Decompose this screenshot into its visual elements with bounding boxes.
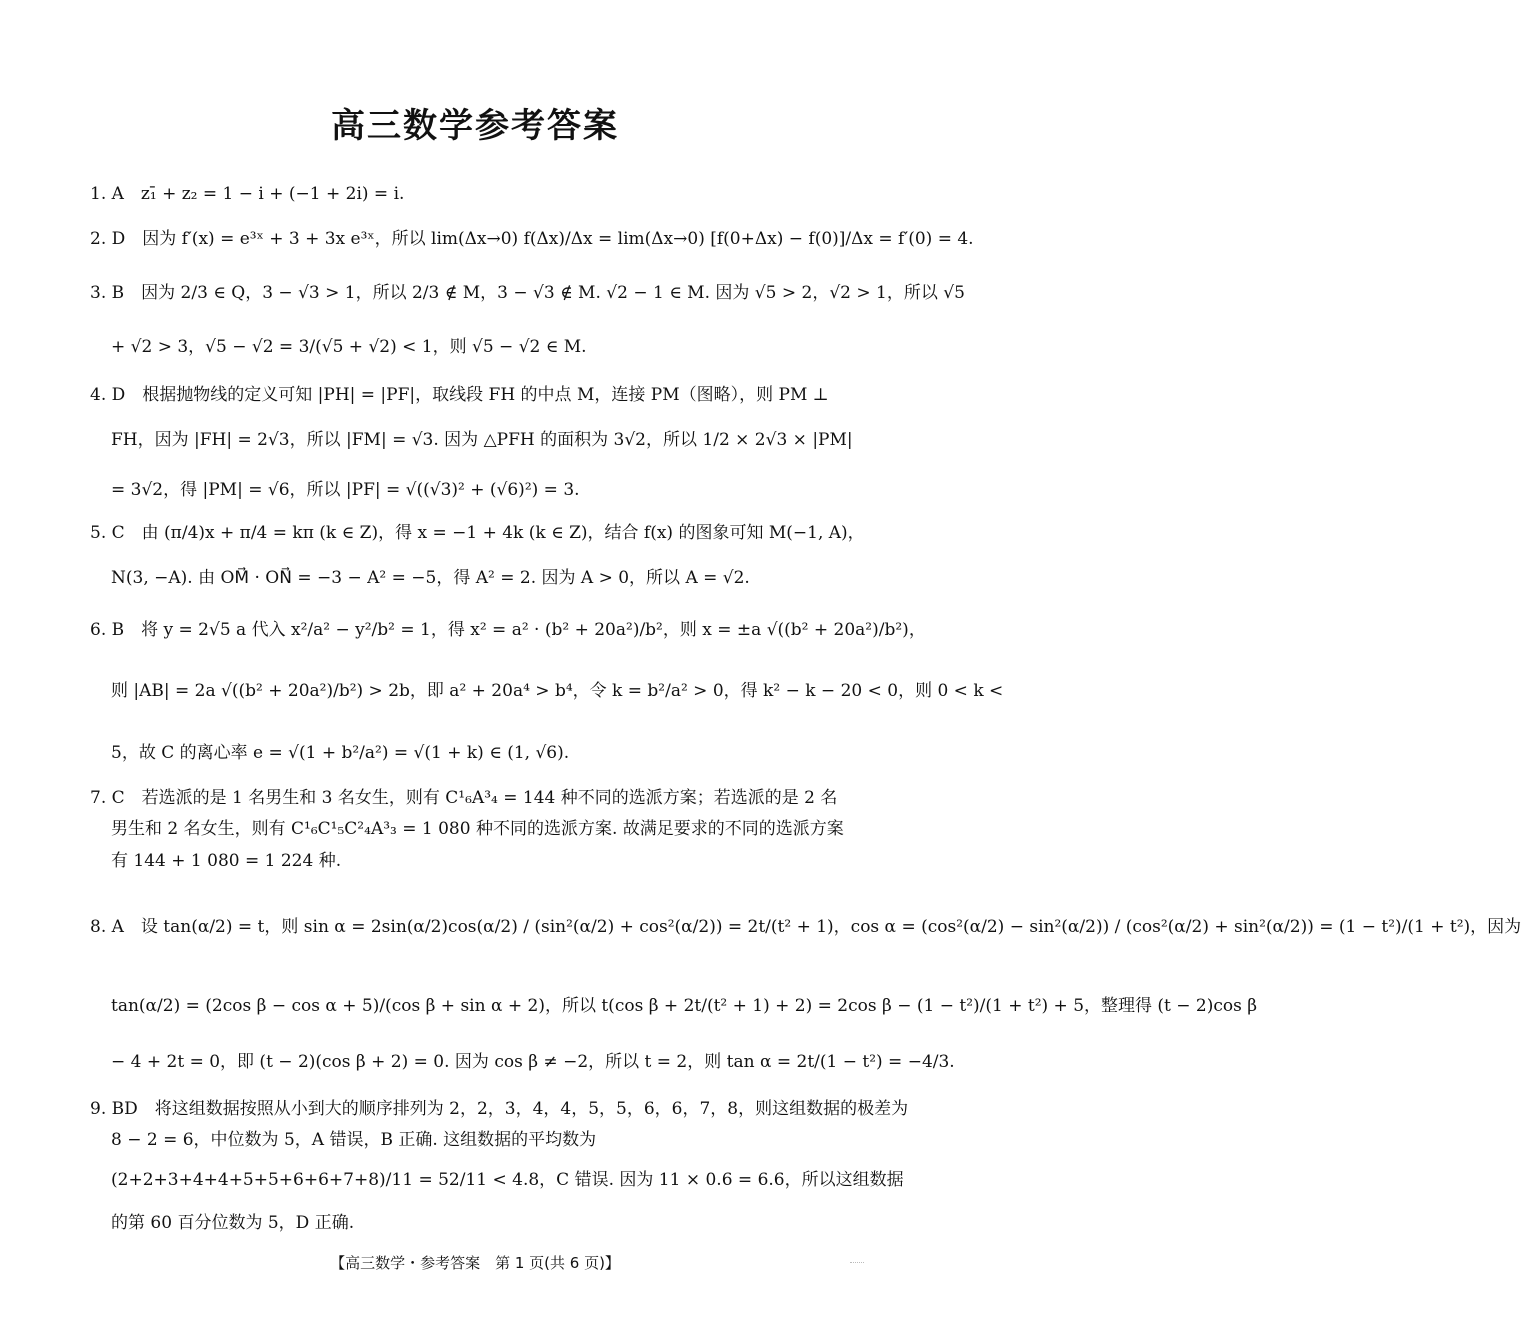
answer-5-cont: N(3, −A). 由 OM⃗ · ON⃗ = −3 − A² = −5，得 A² = 2. 因为 A > 0，所以 A = √2. xyxy=(111,568,750,588)
answer-7-cont-1: 男生和 2 名女生，则有 C¹₆C¹₅C²₄A³₃ = 1 080 种不同的选派方案. 故满足要求的不同的选派方案 xyxy=(111,819,844,839)
answer-9: 9. BD 将这组数据按照从小到大的顺序排列为 2，2，3，4，4，5，5，6，6，7，8，则这组数据的极差为 xyxy=(90,1099,909,1119)
answer-3: 3. B 因为 2/3 ∈ Q，3 − √3 > 1，所以 2/3 ∉ M，3 − √3 ∉ M. √2 − 1 ∈ M. 因为 √5 > 2，√2 > 1，所以 √5 xyxy=(90,283,965,303)
answer-7: 7. C 若选派的是 1 名男生和 3 名女生，则有 C¹₆A³₄ = 144 种不同的选派方案；若选派的是 2 名 xyxy=(90,788,838,808)
answer-8-cont-1: tan(α/2) = (2cos β − cos α + 5)/(cos β + sin α + 2)，所以 t(cos β + 2t/(t² + 1) + 2) = 2cos β − (1 − t²)/(1 + t²) + 5，整理得 (t − 2)cos β xyxy=(111,996,1258,1016)
corner-dots xyxy=(850,1262,864,1267)
answer-4-cont-2: = 3√2，得 |PM| = √6，所以 |PF| = √((√3)² + (√6)²) = 3. xyxy=(111,480,580,500)
answer-8: 8. A 设 tan(α/2) = t，则 sin α = 2sin(α/2)cos(α/2) / (sin²(α/2) + cos²(α/2)) = 2t/(t² + 1)，cos α = (cos²(α/2) − sin²(α/2)) / (cos²(α/2) + sin²(α/2)) = (1 − t²)/(1 + t²)，因为 xyxy=(90,917,1521,937)
answer-6-cont-2: 5，故 C 的离心率 e = √(1 + b²/a²) = √(1 + k) ∈ (1, √6). xyxy=(111,743,570,763)
page-footer: 【高三数学・参考答案 第 1 页(共 6 页)】 xyxy=(330,1254,620,1272)
answer-4-cont-1: FH，因为 |FH| = 2√3，所以 |FM| = √3. 因为 △PFH 的面积为 3√2，所以 1/2 × 2√3 × |PM| xyxy=(111,430,853,450)
answer-9-cont-3: 的第 60 百分位数为 5，D 正确. xyxy=(111,1213,355,1233)
page-title: 高三数学参考答案 xyxy=(331,106,619,146)
answer-4: 4. D 根据抛物线的定义可知 |PH| = |PF|，取线段 FH 的中点 M，连接 PM（图略），则 PM ⊥ xyxy=(90,385,829,405)
answer-8-cont-2: − 4 + 2t = 0，即 (t − 2)(cos β + 2) = 0. 因为 cos β ≠ −2，所以 t = 2，则 tan α = 2t/(1 − t²) = −4/3. xyxy=(111,1052,955,1072)
answer-6: 6. B 将 y = 2√5 a 代入 x²/a² − y²/b² = 1，得 x² = a² · (b² + 20a²)/b²，则 x = ±a √((b² + 20a²)/b²)， xyxy=(90,620,926,640)
answer-9-cont-1: 8 − 2 = 6，中位数为 5，A 错误，B 正确. 这组数据的平均数为 xyxy=(111,1130,597,1150)
answer-1: 1. A z₁̄ + z₂ = 1 − i + (−1 + 2i) = i. xyxy=(90,184,405,204)
answer-5: 5. C 由 (π/4)x + π/4 = kπ (k ∈ Z)，得 x = −1 + 4k (k ∈ Z)，结合 f(x) 的图象可知 M(−1, A)， xyxy=(90,523,865,543)
answer-9-cont-2: (2+2+3+4+4+5+5+6+6+7+8)/11 = 52/11 < 4.8，C 错误. 因为 11 × 0.6 = 6.6，所以这组数据 xyxy=(111,1170,904,1190)
answer-7-cont-2: 有 144 + 1 080 = 1 224 种. xyxy=(111,851,342,871)
answer-6-cont-1: 则 |AB| = 2a √((b² + 20a²)/b²) > 2b，即 a² + 20a⁴ > b⁴，令 k = b²/a² > 0，得 k² − k − 20 < 0，则 0 < k < xyxy=(111,681,1004,701)
answer-3-cont: + √2 > 3，√5 − √2 = 3/(√5 + √2) < 1，则 √5 − √2 ∈ M. xyxy=(111,337,587,357)
answer-2: 2. D 因为 f′(x) = e³ˣ + 3 + 3x e³ˣ，所以 lim(Δx→0) f(Δx)/Δx = lim(Δx→0) [f(0+Δx) − f(0)]/Δx = f′(0) = 4. xyxy=(90,229,974,249)
